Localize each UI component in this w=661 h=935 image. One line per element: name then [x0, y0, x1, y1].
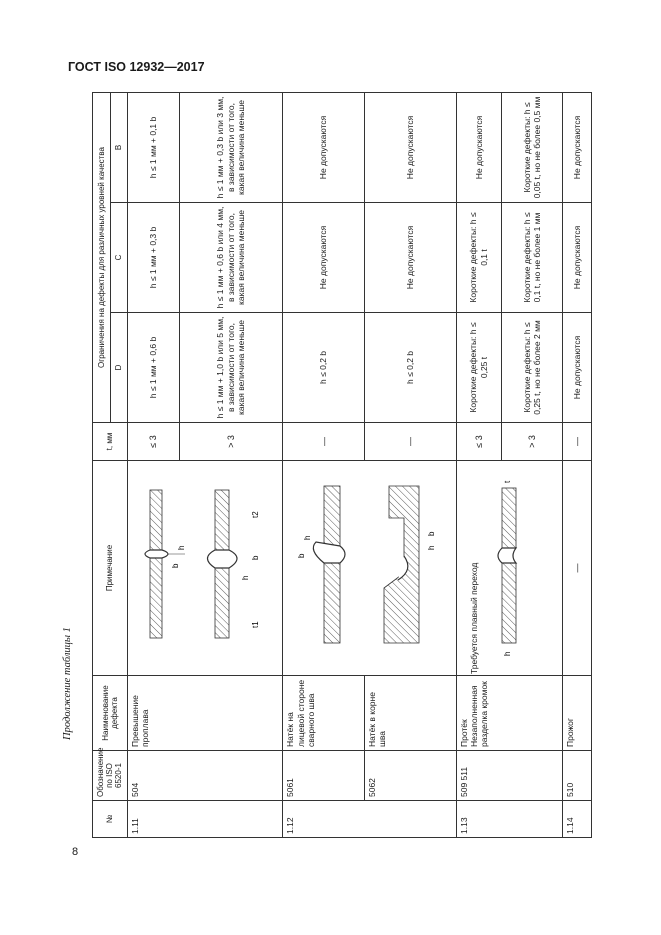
- col-t: t, мм: [93, 423, 128, 461]
- col-no: №: [93, 801, 128, 838]
- weld-sketch-overlap: [294, 468, 444, 668]
- table-row: 5062 Натёк в корне шва — h ≤ 0,2 b Не допускаются Не допускаются: [364, 92, 456, 837]
- document-title: ГОСТ ISO 12932—2017: [68, 60, 205, 74]
- table-row: > 3 Короткие дефекты: h ≤ 0,25 t, но не более 2 мм Короткие дефекты: h ≤ 0,1 t, но не более 1 мм Короткие дефекты: h ≤ 0,05 t, но не более 0,5 мм: [502, 92, 563, 837]
- page-number: 8: [72, 846, 79, 858]
- table-continuation-caption: Продолжение таблицы 1: [62, 627, 73, 740]
- col-note: Примечание: [93, 461, 128, 676]
- excess-penetration-sketch: [127, 461, 283, 676]
- col-level-d: D: [111, 313, 127, 423]
- defects-table-rotated: [92, 93, 592, 838]
- overlap-sketch: [283, 461, 456, 676]
- svg-text:h: h: [177, 545, 186, 550]
- svg-text:t: t: [502, 480, 512, 483]
- svg-text:b: b: [251, 555, 260, 560]
- svg-text:h: h: [241, 575, 250, 580]
- col-name: Наименование дефекта: [93, 676, 128, 751]
- row-number: 1.11: [127, 801, 283, 838]
- weld-sketch-concavity: [480, 468, 550, 668]
- svg-text:t1: t1: [251, 621, 260, 628]
- svg-text:h: h: [502, 651, 512, 656]
- svg-text:t2: t2: [251, 511, 260, 518]
- table-row: > 3 h ≤ 1 мм + 1,0 b или 5 мм, в зависимости от того, какая величина меньше h ≤ 1 мм + 0,6 b или 4 мм, в зависимости от того, какая величина меньше h ≤ 1 мм + 0,3 b или 3 мм, в зависимости от того, какая величина меньше: [179, 92, 283, 837]
- table-row: 1.12 5061 Натёк на лицевой стороне сварного шва h b h b — h ≤ 0,2 b Не допускаются Не допускаются: [283, 92, 364, 837]
- col-level-c: C: [111, 203, 127, 313]
- weld-sketch: [130, 468, 280, 668]
- row-defect-name: Превышение проплава: [127, 676, 283, 751]
- root-concavity-sketch: Требуется плавный переход h t: [456, 461, 563, 676]
- col-level-b: B: [111, 92, 127, 202]
- svg-text:b: b: [427, 531, 437, 536]
- col-limits: Ограничения на дефекты для различных уровней качества: [93, 92, 111, 422]
- svg-text:h: h: [427, 545, 437, 550]
- table-row: 1.13 509 511 Протёк Незаполненная разделка кромок Требуется плавный переход h t ≤ 3 Короткие дефекты: h ≤ 0,25 t Короткие дефекты: h ≤ 0,1 t Не допускаются: [456, 92, 502, 837]
- row-code: 504: [127, 751, 283, 801]
- table-row: 1.14 510 Прожог — — Не допускаются Не допускаются Не допускаются: [563, 92, 592, 837]
- col-designation: Обозначение по ISO 6520-1: [93, 751, 128, 801]
- svg-text:b: b: [297, 553, 307, 558]
- svg-text:h: h: [303, 535, 313, 540]
- defects-table: [92, 92, 592, 838]
- svg-text:b: b: [171, 563, 180, 568]
- table-row: 1.11 504 Превышение проплава h b b t1 t2 h ≤ 3 h ≤ 1 мм + 0,6 b h ≤ 1 мм + 0,3 b h ≤ 1 мм + 0,1 b: [127, 92, 179, 837]
